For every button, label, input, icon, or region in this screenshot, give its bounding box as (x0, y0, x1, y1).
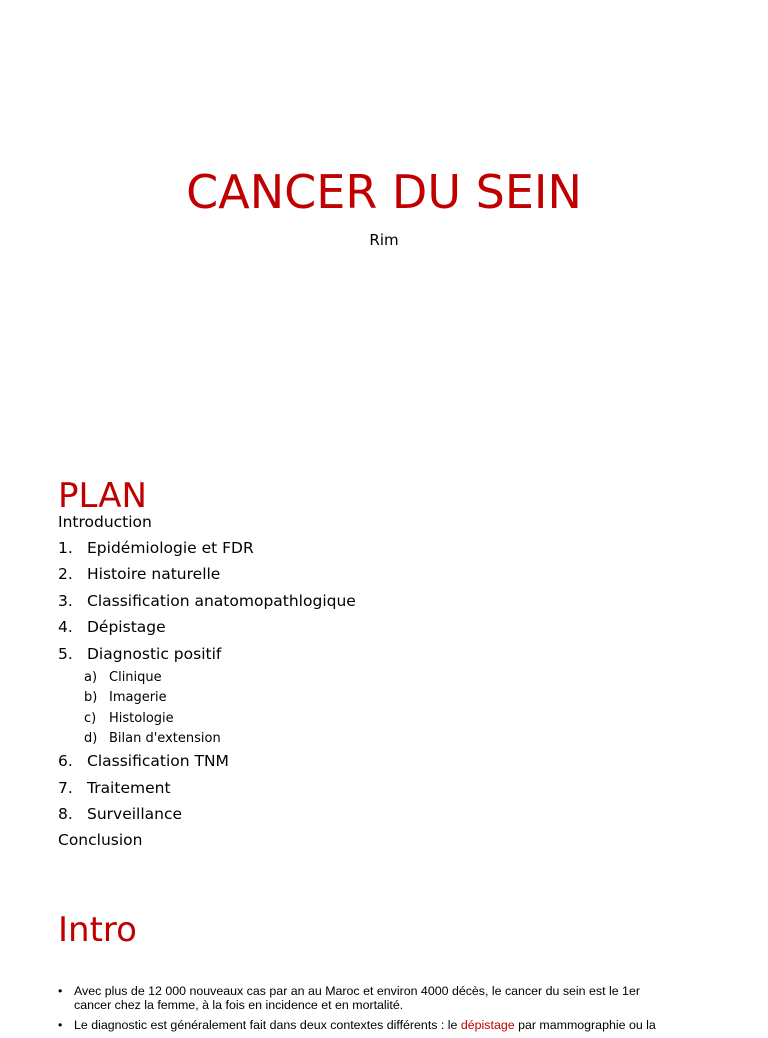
plan-item-number: 2. (58, 565, 73, 584)
plan-item-label: Diagnostic positif (87, 644, 222, 663)
intro-bullet-text-line1: Avec plus de 12 000 nouveaux cas par an au Maroc et environ 4000 décès, le cancer du sein est le 1er (74, 984, 640, 998)
slide-title: CANCER DU SEIN (186, 165, 582, 219)
plan-item-label: Traitement (87, 778, 171, 797)
slide-subtitle-author: Rim (369, 231, 399, 249)
plan-intro-label: Introduction (58, 513, 152, 531)
intro-bullet-item (58, 1018, 718, 1032)
intro-highlight-depistage: dépistage (460, 1018, 515, 1032)
plan-item-number: 1. (58, 539, 73, 557)
plan-item-label: Classification anatomopathlogique (87, 591, 356, 610)
plan-item-number: 6. (58, 752, 73, 771)
plan-conclusion-label: Conclusion (58, 831, 143, 850)
plan-subitem-letter: b) (84, 690, 98, 706)
plan-item-label: Surveillance (87, 804, 183, 823)
plan-subitem-label: Clinique (109, 669, 162, 685)
plan-item-label: Epidémiologie et FDR (87, 539, 254, 557)
plan-item-number: 3. (58, 591, 73, 610)
plan-heading: PLAN (58, 476, 147, 516)
plan-subitem-letter: c) (84, 710, 97, 726)
plan-item-label: Histoire naturelle (87, 565, 221, 584)
bullet-icon: • (58, 1018, 63, 1032)
intro-bullet-item (58, 984, 718, 1012)
plan-item-label: Dépistage (87, 618, 166, 637)
plan-subitem-label: Bilan d'extension (109, 730, 221, 746)
intro-bullet-text-line2: cancer chez la femme, à la fois en incidence et en mortalité. (74, 998, 404, 1012)
plan-item-label: Classification TNM (87, 752, 229, 771)
plan-subitem-label: Histologie (109, 710, 174, 726)
intro-bullet-list (58, 984, 718, 1038)
intro-heading: Intro (58, 910, 137, 950)
plan-item-number: 8. (58, 804, 73, 823)
plan-item-number: 7. (58, 778, 73, 797)
bullet-icon: • (58, 984, 63, 998)
intro-bullet-text-tail: par mammographie ou la (514, 1018, 656, 1032)
plan-item-number: 4. (58, 618, 73, 637)
plan-subitem-label: Imagerie (109, 690, 167, 706)
plan-subitem-letter: a) (84, 669, 98, 685)
plan-subitem-letter: d) (84, 730, 98, 746)
intro-bullet-text: Le diagnostic est généralement fait dans deux contextes différents : le (74, 1018, 461, 1032)
plan-item-number: 5. (58, 644, 73, 663)
